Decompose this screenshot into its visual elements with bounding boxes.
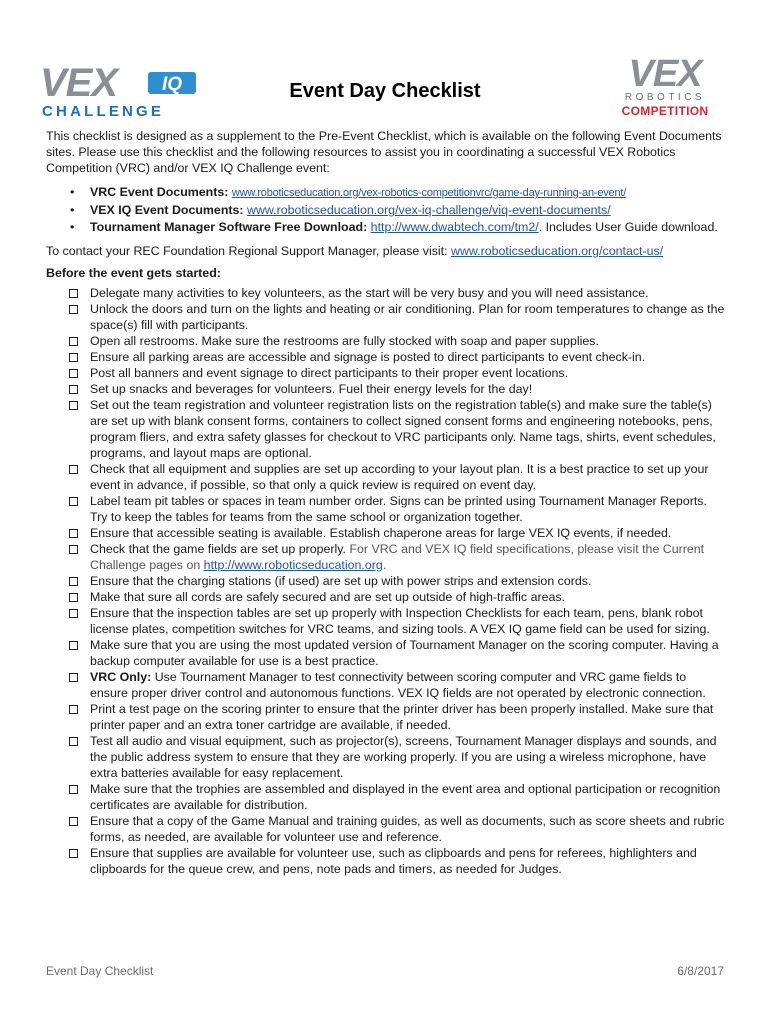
checkbox-icon[interactable] [69,353,78,362]
checklist-item [46,605,726,637]
field-spec-period: . [382,558,387,572]
footer-title: Event Day Checklist [46,964,154,978]
checklist-item-text: Ensure that accessible seating is available. Establish chaperone areas for large VEX IQ events, if needed. [90,526,672,540]
checkbox-icon[interactable] [69,465,78,474]
checklist-item [46,397,726,461]
challenge-tagline: CHALLENGE [42,103,165,120]
checkbox-icon[interactable] [69,849,78,858]
checkbox-icon[interactable] [69,577,78,586]
checkbox-icon[interactable] [69,609,78,618]
checkbox-icon[interactable] [69,497,78,506]
competition-tagline: COMPETITION [621,104,709,118]
resource-label: Tournament Manager Software Free Download: [90,220,368,234]
checklist-item-text: Check that the game fields are set up properly. [90,542,350,556]
checklist-item [46,381,726,397]
checklist-item [46,781,726,813]
checklist-item-text: Make that sure all cords are safely secured and are set up outside of high-traffic areas. [90,590,566,604]
checkbox-icon[interactable] [69,641,78,650]
contact-us-link[interactable]: www.roboticseducation.org/contact-us/ [451,244,664,258]
checklist-item [46,333,726,349]
checklist-item [46,845,726,877]
checklist-item [46,461,726,493]
vrc-only-label: VRC Only: [90,670,152,684]
robotics-tagline: ROBOTICS [624,92,706,103]
checkbox-icon[interactable] [69,817,78,826]
checklist-item [46,669,726,701]
checklist-item-text: Ensure all parking areas are accessible and signage is posted to direct participants to event check-in. [90,350,646,364]
field-spec-note: For VRC and VEX IQ field specifications, please visit the Current Challenge pages on [90,542,705,572]
checkbox-icon[interactable] [69,369,78,378]
checklist-item-text: Post all banners and event signage to direct participants to their proper event locations. [90,366,569,380]
checkbox-icon[interactable] [69,529,78,538]
challenge-pages-link[interactable]: http://www.roboticseducation.org [203,558,383,572]
checkbox-icon[interactable] [69,673,78,682]
checklist-item-text: Make sure that the trophies are assembled and displayed in the event area and optional participation or recognition certificates are available for distribution. [90,782,721,812]
checkbox-icon[interactable] [69,401,78,410]
intro-section [46,128,726,176]
checklist-item-text: Open all restrooms. Make sure the restrooms are fully stocked with soap and paper supplies. [90,334,599,348]
checklist-item [46,541,726,573]
checklist-item-text: Test all audio and visual equipment, such as projector(s), screens, Tournament Manager displays and sounds, and the public address system to ensure that they are working properly. If you are using a wireless microphone, have extra batteries available for easy replacement. [90,734,717,780]
resource-item-vrc [46,184,726,201]
checklist-item-text: Label team pit tables or spaces in team number order. Signs can be printed using Tournament Manager Reports. Try to keep the tables for teams from the same school or organization together. [90,494,707,524]
checkbox-icon[interactable] [69,705,78,714]
checkbox-icon[interactable] [69,305,78,314]
checklist-item [46,525,726,541]
checklist-item-text: Ensure that a copy of the Game Manual and training guides, as well as documents, such as score sheets and rubric forms, as needed, are available for volunteer use and reference. [90,814,725,844]
page-title: Event Day Checklist [289,80,481,102]
checklist-item-text: Make sure that you are using the most updated version of Tournament Manager on the scoring computer. Having a backup computer available for use is a best practice. [90,638,719,668]
viq-documents-link[interactable]: www.roboticseducation.org/vex-iq-challenge/viq-event-documents/ [247,203,611,217]
resource-item-tm [46,219,726,235]
checklist-item [46,493,726,525]
checklist-item [46,589,726,605]
iq-badge-text: IQ [161,74,183,95]
checkbox-icon[interactable] [69,289,78,298]
footer-date: 6/8/2017 [677,964,724,978]
checklist-item-text: Set out the team registration and volunteer registration lists on the registration table(s) and make sure the table(s) are set up with blank consent forms, containers to collect signed consent forms and engineering notebooks, pens, program fliers, and extra safety glasses for checkout to VRC participants only. Name tags, shirts, event schedules, programs, and layout maps are optional. [90,398,716,460]
checkbox-icon[interactable] [69,737,78,746]
vex-robotics-competition-logo [604,50,726,120]
checklist-item-text: Ensure that the charging stations (if used) are set up with power strips and extension cords. [90,574,592,588]
checklist-item [46,285,726,301]
checklist [46,285,726,877]
checklist-item-text: Unlock the doors and turn on the lights and heating or air conditioning. Plan for room temperatures to change as the space(s) fill with participants. [90,302,725,332]
checklist-item [46,301,726,333]
checklist-item-text: Use Tournament Manager to test connectivity between scoring computer and VRC game fields to ensure proper driver control and autonomous functions. VEX IQ fields are not operated by electronic connection. [90,670,706,700]
checklist-item-text: Check that all equipment and supplies are set up according to your layout plan. It is a best practice to set up your event in advance, if possible, so that only a quick review is required on event day. [90,462,709,492]
checkbox-icon[interactable] [69,337,78,346]
checklist-item [46,573,726,589]
resource-item-viq [46,202,726,218]
checkbox-icon[interactable] [69,785,78,794]
checklist-item [46,637,726,669]
document-body [46,128,726,877]
checklist-item [46,365,726,381]
resource-after-text: . Includes User Guide download. [538,220,718,234]
resource-label: VEX IQ Event Documents: [90,203,244,217]
resource-label: VRC Event Documents: [90,185,229,199]
intro-paragraph: This checklist is designed as a supplement to the Pre-Event Checklist, which is available on the following Event Documents sites. Please use this checklist and the following resources to assist you in coordinating a successful VEX Robotics Competition (VRC) and/or VEX IQ Challenge event: [46,129,722,175]
vex-rc-wordmark: VEX [628,53,702,95]
contact-paragraph [46,243,726,259]
checkbox-icon[interactable] [69,385,78,394]
resource-list [46,184,726,235]
checklist-item-text: Print a test page on the scoring printer to ensure that the printer driver has been properly installed. Make sure that printer paper and an extra toner cartridge are available, if needed. [90,702,714,732]
contact-text: To contact your REC Foundation Regional Support Manager, please visit: [46,244,451,258]
checklist-item [46,701,726,733]
checkbox-icon[interactable] [69,545,78,554]
checklist-item [46,813,726,845]
checklist-item-text: Ensure that supplies are available for volunteer use, such as clipboards and pens for referees, highlighters and clipboards for the queue crew, and pens, note pads and timers, as needed for Judges. [90,846,697,876]
checklist-item [46,349,726,365]
checklist-item-text: Set up snacks and beverages for volunteers. Fuel their energy levels for the day! [90,382,533,396]
section-title: Before the event gets started: [46,266,221,280]
checklist-item-text: Delegate many activities to key volunteers, as the start will be very busy and you will need assistance. [90,286,649,300]
checklist-item-text: Ensure that the inspection tables are set up properly with Inspection Checklists for each team, pens, blank robot license plates, competition switches for VRC teams, and sizing tools. A VEX IQ game field can be used for sizing. [90,606,710,636]
vrc-documents-link[interactable]: www.roboticseducation.org/vex-robotics-competitionvrc/game-day-running-an-event/ [231,187,627,199]
checkbox-icon[interactable] [69,593,78,602]
vex-iq-wordmark: VEX [40,61,118,105]
tournament-manager-link[interactable]: http://www.dwabtech.com/tm2/ [370,220,539,234]
checklist-item [46,733,726,781]
